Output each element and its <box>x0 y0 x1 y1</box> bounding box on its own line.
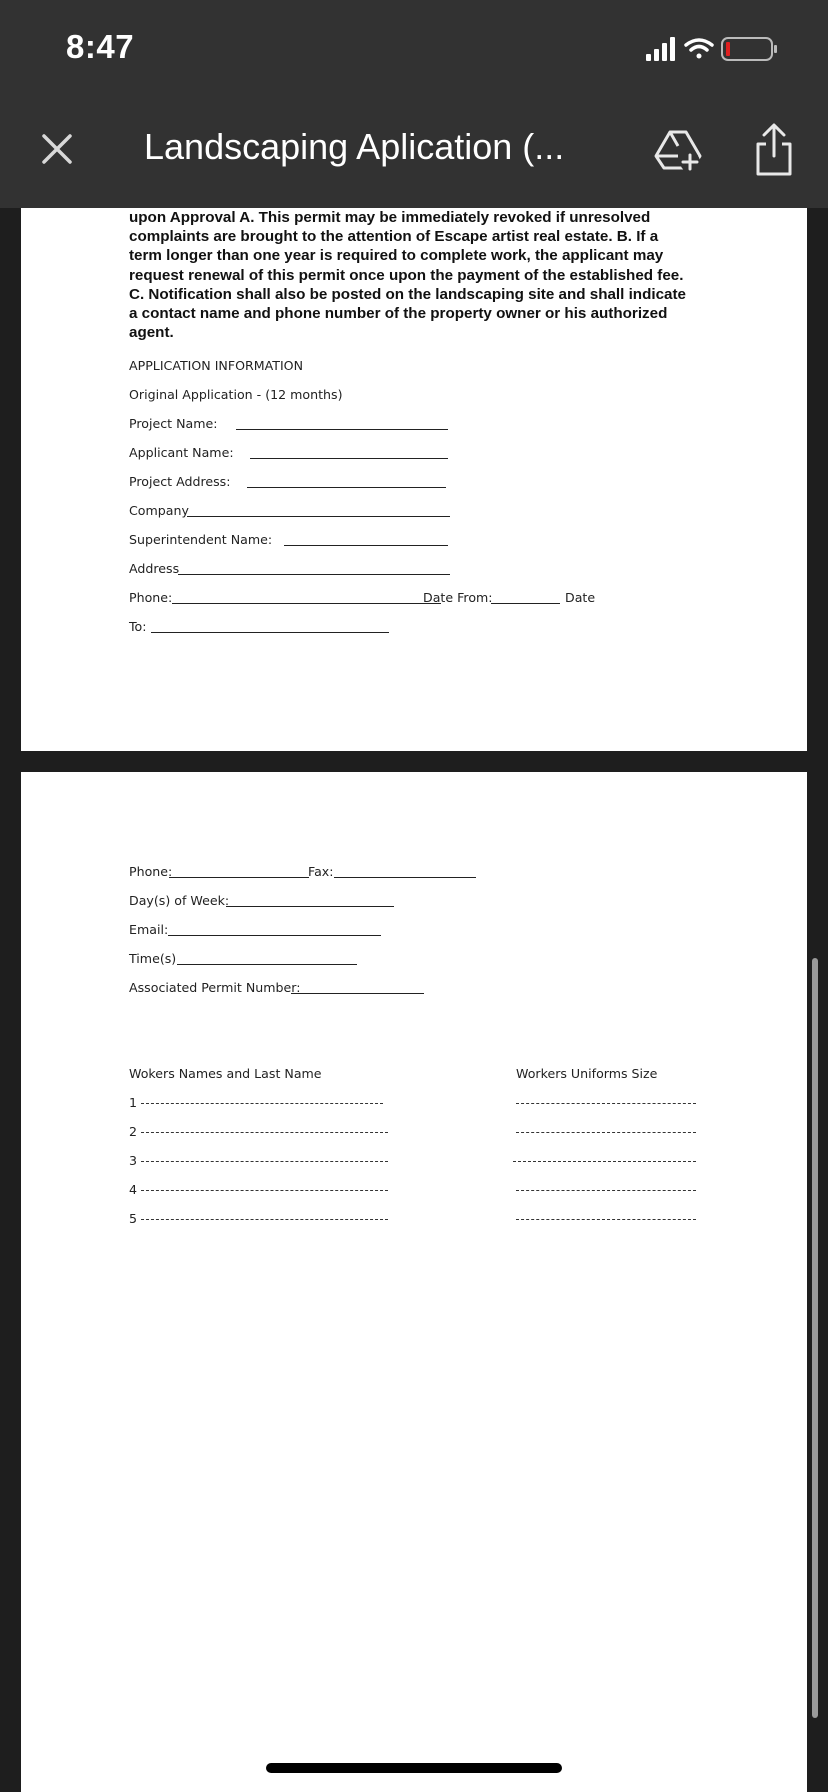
company-line <box>187 516 450 517</box>
date-from-line <box>491 603 560 604</box>
company-label: Company <box>129 503 189 518</box>
document-title: Landscaping Aplication (... <box>144 126 565 167</box>
email-label: Email: <box>129 922 169 937</box>
close-icon[interactable] <box>36 128 78 170</box>
worker-name-line <box>141 1190 388 1191</box>
workers-uniforms-header: Workers Uniforms Size <box>516 1066 658 1081</box>
worker-row-number: 4 <box>129 1182 138 1197</box>
paragraph-line: a contact name and phone number of the property owner or his authorized <box>129 304 668 322</box>
vertical-scrollbar[interactable] <box>812 958 818 1718</box>
worker-name-line <box>141 1161 388 1162</box>
times-label: Time(s) <box>129 951 177 966</box>
paragraph-line: term longer than one year is required to complete work, the applicant may <box>129 247 664 265</box>
viewer-toolbar <box>0 100 828 208</box>
permit-number-line <box>291 993 424 994</box>
phone2-label: Phone: <box>129 864 173 879</box>
add-to-drive-icon[interactable] <box>652 124 704 176</box>
paragraph-line: C. Notification shall also be posted on the landscaping site and shall indicate <box>129 285 686 303</box>
share-icon[interactable] <box>752 122 796 178</box>
date-from-label: Date From: <box>423 590 493 605</box>
uniform-size-line <box>516 1219 696 1220</box>
uniform-size-line <box>516 1132 696 1133</box>
document-page-1 <box>21 208 807 751</box>
worker-row-number: 3 <box>129 1153 138 1168</box>
superintendent-name-label: Superintendent Name: <box>129 532 273 547</box>
document-page-2 <box>21 772 807 1792</box>
battery-icon <box>722 38 777 60</box>
uniform-size-line <box>513 1161 696 1162</box>
worker-row-number: 5 <box>129 1211 138 1226</box>
status-icons <box>646 36 796 62</box>
fax-line <box>334 877 476 878</box>
worker-row-number: 2 <box>129 1124 138 1139</box>
home-indicator[interactable] <box>266 1763 562 1773</box>
to-label: To: <box>129 619 147 634</box>
workers-names-header: Wokers Names and Last Name <box>129 1066 322 1081</box>
phone-label: Phone: <box>129 590 173 605</box>
paragraph-line: upon Approval A. This permit may be immediately revoked if unresolved <box>129 209 651 226</box>
days-of-week-line <box>226 906 394 907</box>
worker-name-line <box>141 1103 383 1104</box>
phone-line <box>172 603 441 604</box>
permit-paragraph <box>129 208 719 342</box>
paragraph-line: agent. <box>129 324 174 342</box>
superintendent-name-line <box>284 545 448 546</box>
days-of-week-label: Day(s) of Week: <box>129 893 230 908</box>
worker-name-line <box>141 1132 388 1133</box>
address-label: Address <box>129 561 180 576</box>
uniform-size-line <box>516 1190 696 1191</box>
project-name-label: Project Name: <box>129 416 218 431</box>
paragraph-line: request renewal of this permit once upon the payment of the established fee. <box>129 266 684 284</box>
email-line <box>168 935 381 936</box>
phone2-line <box>169 877 309 878</box>
wifi-icon <box>686 40 712 59</box>
project-address-label: Project Address: <box>129 474 231 489</box>
section-heading: APPLICATION INFORMATION <box>129 358 303 373</box>
signal-icon <box>646 37 675 61</box>
applicant-name-line <box>250 458 448 459</box>
times-line <box>177 964 357 965</box>
date-label: Date <box>565 590 596 605</box>
paragraph-line: complaints are brought to the attention of Escape artist real estate. B. If a <box>129 228 659 246</box>
worker-name-line <box>141 1219 388 1220</box>
uniform-size-line <box>516 1103 696 1104</box>
applicant-name-label: Applicant Name: <box>129 445 234 460</box>
status-time: 8:47 <box>66 28 135 65</box>
to-line <box>151 632 389 633</box>
status-bar <box>0 0 828 100</box>
fax-label: Fax: <box>308 864 334 879</box>
permit-number-label: Associated Permit Number: <box>129 980 301 995</box>
original-application-label: Original Application - (12 months) <box>129 387 343 402</box>
address-line <box>178 574 450 575</box>
project-address-line <box>247 487 446 488</box>
worker-row-number: 1 <box>129 1095 138 1110</box>
project-name-line <box>236 429 448 430</box>
